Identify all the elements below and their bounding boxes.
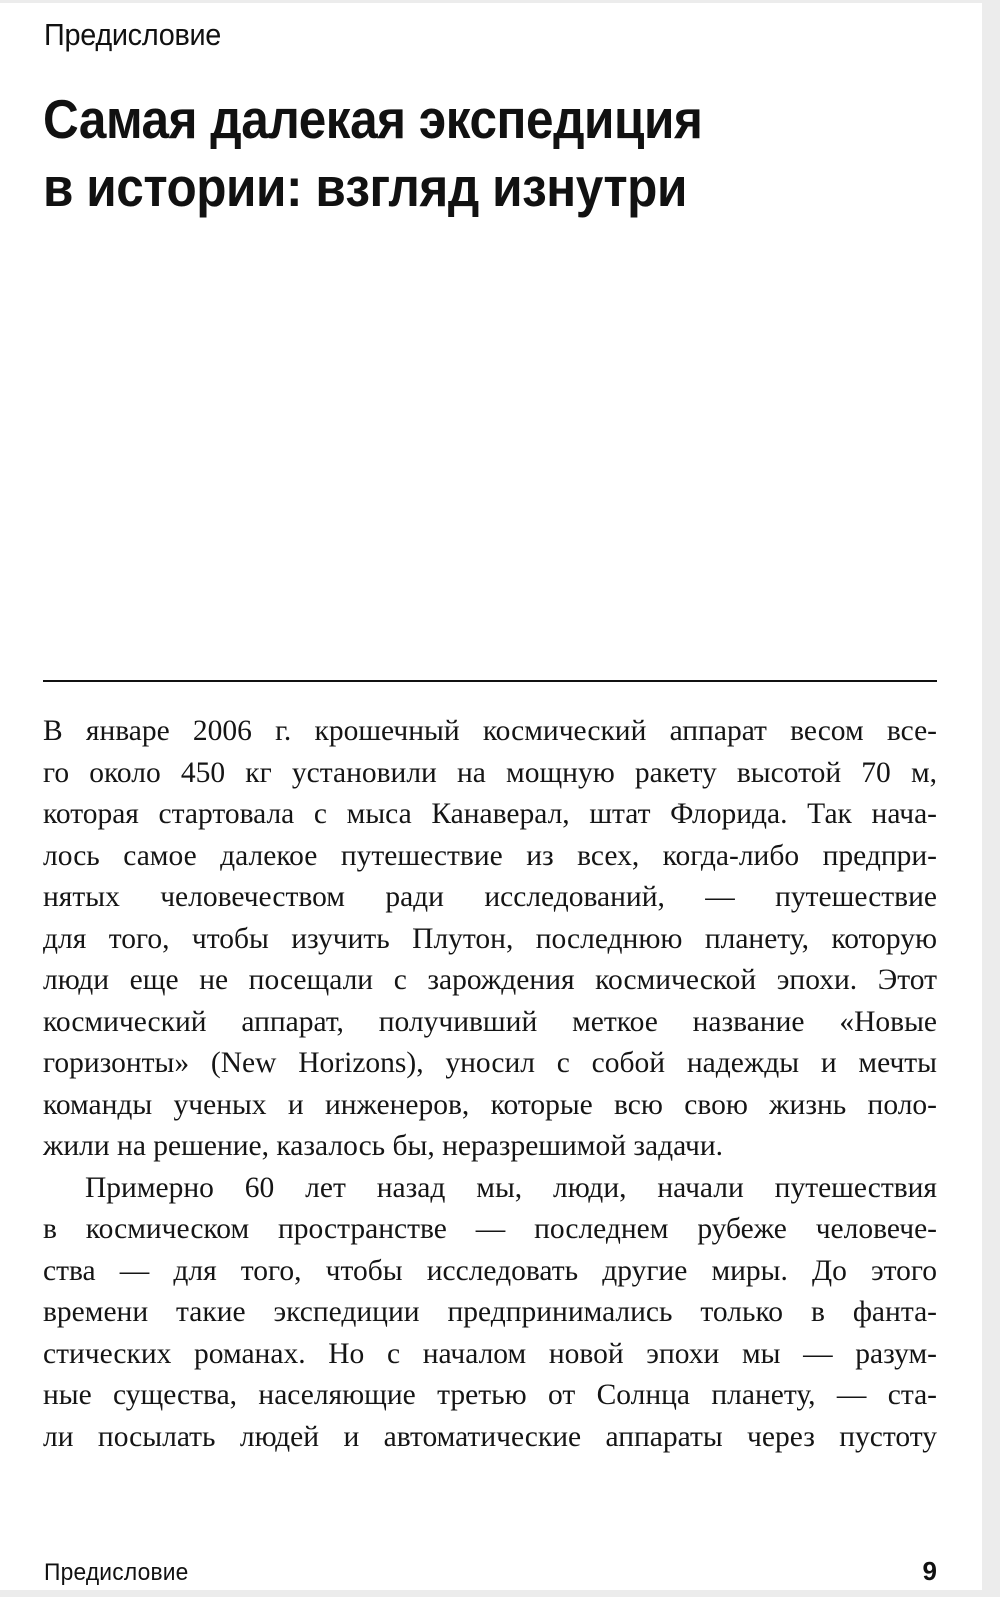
- text-line: стических романах. Но с началом новой эпохи мы — разум-: [43, 1337, 937, 1370]
- text-line: горизонты» (New Horizons), уносил с собой надежды и мечты: [43, 1047, 937, 1079]
- text-line: нятых человечеством ради исследований, — путешествие: [43, 881, 937, 913]
- book-page: [0, 3, 982, 1590]
- text-line: Примерно 60 лет назад мы, люди, начали путешествия: [85, 1171, 937, 1204]
- text-line: в космическом пространстве — последнем рубеже человече-: [43, 1213, 937, 1245]
- footer-section-label: Предисловие: [44, 1559, 189, 1586]
- text-line: космический аппарат, получивший меткое название «Новые: [43, 1005, 937, 1038]
- paragraph-2: [43, 1168, 937, 1459]
- text-line: жили на решение, казалось бы, неразрешимой задачи.: [43, 1130, 724, 1162]
- chapter-title-line: в истории: взгляд изнутри: [43, 156, 687, 218]
- chapter-title: [43, 85, 702, 221]
- text-line: времени такие экспедиции предпринимались только в фанта-: [43, 1296, 937, 1328]
- text-line: В январе 2006 г. крошечный космический аппарат весом все-: [43, 715, 937, 747]
- running-head: Предисловие: [44, 17, 222, 52]
- text-line: для того, чтобы изучить Плутон, последнюю планету, которую: [43, 922, 937, 955]
- text-line: которая стартовала с мыса Канаверал, штат Флорида. Так нача-: [43, 798, 937, 830]
- text-line: лось самое далекое путешествие из всех, когда-либо предпри-: [43, 839, 937, 872]
- page-number: 9: [922, 1556, 937, 1586]
- text-line: люди еще не посещали с зарождения космической эпохи. Этот: [43, 964, 937, 996]
- text-line: го около 450 кг установили на мощную ракету высотой 70 м,: [43, 756, 937, 789]
- chapter-title-line: Самая далекая экспедиция: [43, 88, 703, 150]
- body-text: [43, 711, 937, 1458]
- text-line: ства — для того, чтобы исследовать другие миры. До этого: [43, 1254, 937, 1287]
- text-line: команды ученых и инженеров, которые всю свою жизнь поло-: [43, 1088, 937, 1121]
- text-line: ли посылать людей и автоматические аппараты через пустоту: [43, 1420, 937, 1453]
- text-line: ные существа, населяющие третью от Солнца планету, — ста-: [43, 1379, 937, 1411]
- paragraph-1: [43, 711, 937, 1168]
- section-divider: [43, 680, 937, 682]
